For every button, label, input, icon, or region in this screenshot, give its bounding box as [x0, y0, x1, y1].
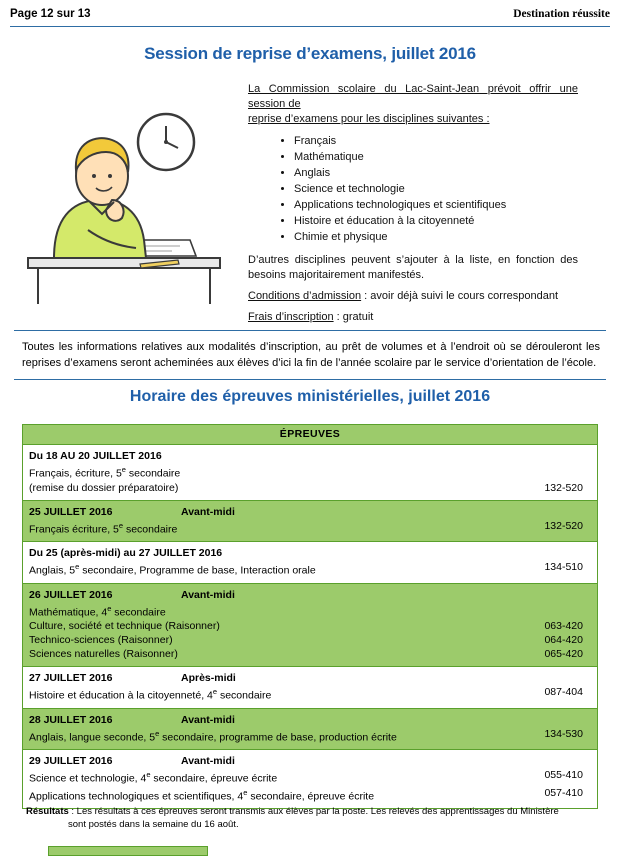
- exam-period: Avant-midi: [181, 755, 235, 767]
- exam-period: Avant-midi: [181, 588, 235, 601]
- exam-code: 132-520: [544, 481, 583, 494]
- exam-description: Technico-sciences (Raisonner) 064-420: [29, 634, 583, 646]
- intro-line-1: La Commission scolaire du Lac-Saint-Jean prévoit offrir une session de: [248, 83, 578, 110]
- header-divider: [10, 26, 610, 27]
- exam-date: 29 JUILLET 2016 Avant-midi: [29, 755, 235, 767]
- exam-code: 132-520: [544, 519, 583, 532]
- exam-date: 25 JUILLET 2016 Avant-midi: [29, 505, 235, 518]
- admission-conditions-line: [248, 289, 578, 304]
- fees-label: Frais d’inscription: [248, 311, 334, 323]
- exam-code: 134-510: [544, 561, 583, 573]
- subjects-list: [248, 133, 578, 245]
- table-row: [23, 584, 597, 668]
- section2-title: Horaire des épreuves ministérielles, juillet 2016: [129, 388, 491, 405]
- results-label: Résultats: [26, 806, 69, 817]
- exam-code: 087-404: [544, 686, 583, 698]
- exam-code: 055-410: [544, 769, 583, 781]
- exam-description: Culture, société et technique (Raisonner) 063-420: [29, 620, 583, 632]
- results-note: [26, 806, 602, 831]
- exam-period: Avant-midi: [181, 505, 235, 518]
- student-studying-illustration: [14, 90, 234, 310]
- exam-code: 064-420: [544, 634, 583, 646]
- table-row: [23, 445, 597, 501]
- registration-fees-line: [248, 310, 578, 325]
- exam-code: 065-420: [544, 648, 583, 660]
- information-notice: Toutes les informations relatives aux modalités d’inscription, au prêt de volumes et à l’endroit où se dérouleront les reprises d’examens seront acheminées aux élèves d’ici la fin de l’année scolaire par le service d’orientation de l’école.: [14, 330, 606, 380]
- exam-period: Après-midi: [181, 672, 236, 684]
- session-intro-block: [248, 82, 578, 331]
- next-table-partial: [48, 846, 208, 856]
- exam-description: Anglais, langue seconde, 5e secondaire, programme de base, production écrite 134-530: [29, 727, 583, 743]
- intro-line-2: reprise d’examens pour les disciplines suivantes :: [248, 113, 490, 125]
- exam-description: Français écriture, 5e secondaire 132-520: [29, 519, 583, 535]
- document-title-label: Destination réussite: [513, 8, 610, 20]
- admission-value: : avoir déjà suivi le cours correspondant: [361, 290, 559, 302]
- fees-value: : gratuit: [333, 311, 374, 323]
- exam-code: 063-420: [544, 620, 583, 632]
- results-text-second-line: sont postés dans la semaine du 16 août.: [68, 818, 239, 830]
- exam-date: Du 25 (après-midi) au 27 JUILLET 2016: [29, 547, 223, 559]
- list-item: • Applications technologiques et scientifiques: [294, 197, 578, 213]
- admission-label: Conditions d’admission: [248, 290, 362, 302]
- exam-description: (remise du dossier préparatoire) 132-520: [29, 481, 583, 494]
- table-row: [23, 667, 597, 709]
- table-row: [23, 709, 597, 751]
- exam-description: Sciences naturelles (Raisonner) 065-420: [29, 648, 583, 660]
- exam-code: 134-530: [544, 727, 583, 740]
- exam-date: 28 JUILLET 2016 Avant-midi: [29, 713, 235, 726]
- list-item: • Mathématique: [294, 149, 578, 165]
- list-item: • Chimie et physique: [294, 229, 578, 245]
- table-row: [23, 542, 597, 584]
- results-text: : Les résultats à ces épreuves seront transmis aux élèves par la poste. Les relevés des apprentissages du Ministère: [68, 806, 559, 817]
- section1-title: Session de reprise d’examens, juillet 2016: [144, 44, 476, 63]
- exam-date: Du 18 AU 20 JUILLET 2016: [29, 450, 162, 462]
- table-body: [23, 445, 597, 808]
- exam-code: 057-410: [544, 786, 583, 799]
- list-item: • Histoire et éducation à la citoyenneté: [294, 213, 578, 229]
- exam-description: Anglais, 5e secondaire, Programme de base, Interaction orale 134-510: [29, 561, 583, 577]
- table-row: [23, 501, 597, 543]
- additional-subjects-note: D’autres disciplines peuvent s’ajouter à la liste, en fonction des besoins majoritairement manifestés.: [248, 254, 578, 281]
- exam-description: Applications technologiques et scientifiques, 4e secondaire, épreuve écrite 057-410: [29, 786, 583, 802]
- exam-description: Français, écriture, 5e secondaire: [29, 465, 181, 480]
- exam-date: 26 JUILLET 2016 Avant-midi: [29, 588, 235, 601]
- table-row: [23, 750, 597, 808]
- page-header: [10, 8, 610, 26]
- page-number-label: Page 12 sur 13: [10, 8, 91, 20]
- exam-date: 27 JUILLET 2016 Après-midi: [29, 672, 236, 684]
- list-item: • Français: [294, 133, 578, 149]
- list-item: • Anglais: [294, 165, 578, 181]
- table-column-header: ÉPREUVES: [23, 425, 597, 445]
- exam-description: Science et technologie, 4e secondaire, épreuve écrite 055-410: [29, 769, 583, 785]
- exam-description: Histoire et éducation à la citoyenneté, 4e secondaire 087-404: [29, 686, 583, 702]
- intro-paragraph: [248, 82, 578, 127]
- exam-schedule-table: [22, 424, 598, 809]
- list-item: • Science et technologie: [294, 181, 578, 197]
- exam-description: Mathématique, 4e secondaire: [29, 603, 166, 618]
- exam-period: Avant-midi: [181, 713, 235, 726]
